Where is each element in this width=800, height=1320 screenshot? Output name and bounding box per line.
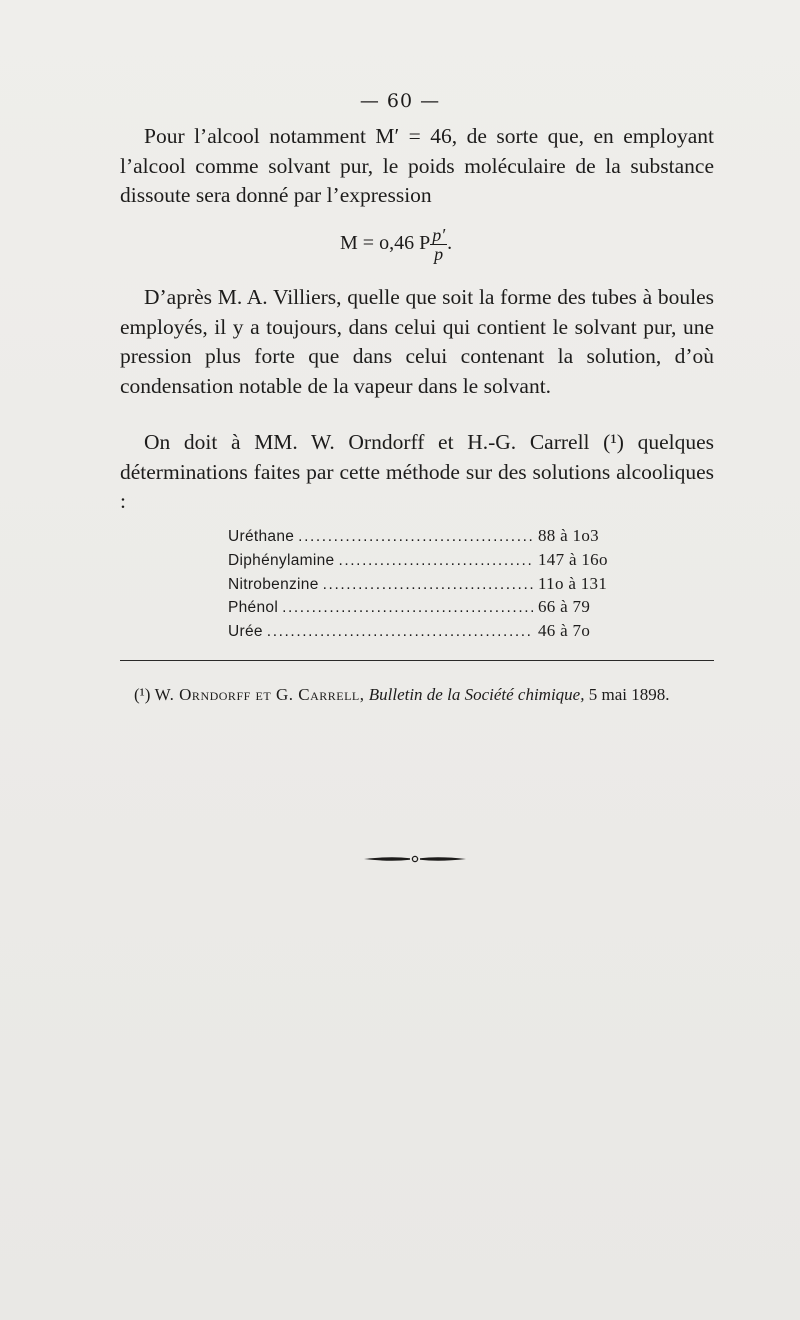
table-row xyxy=(228,596,628,620)
paragraph-1-text: Pour l’alcool notamment M′ = 46, de sorte que, en employant l’alcool comme solvant pur, le poids moléculaire de la substance dissoute sera donné par l’expression xyxy=(120,124,714,207)
molecular-weight-formula xyxy=(340,226,540,263)
leader-dots xyxy=(323,574,534,597)
leader-dots xyxy=(298,526,534,549)
table-row xyxy=(228,525,628,549)
footnote-divider xyxy=(120,660,714,661)
formula-lhs: M = o,46 P xyxy=(340,232,431,255)
substance-value: 46 à 7o xyxy=(538,621,591,641)
formula-end: . xyxy=(447,232,453,255)
substance-value: 147 à 16o xyxy=(538,549,608,569)
paragraph-1 xyxy=(120,122,714,211)
footnote-authors: W. Orndorff et G. Carrell, xyxy=(154,685,365,704)
formula-fraction xyxy=(430,226,447,263)
formula-denominator: p xyxy=(434,244,444,264)
table-row xyxy=(228,573,628,597)
paragraph-3-text: On doit à MM. W. Orndorff et H.-G. Carrell (¹) quelques déterminations faites par cette méthode sur des solutions alcooliques : xyxy=(120,430,714,513)
paragraph-3 xyxy=(120,428,714,517)
substance-value: 11o à 131 xyxy=(538,573,608,593)
table-row xyxy=(228,620,628,644)
leader-dots xyxy=(282,597,534,620)
substance-value: 66 à 79 xyxy=(538,597,591,617)
footnote xyxy=(120,683,714,706)
formula-numerator: p′ xyxy=(432,225,446,245)
table-row xyxy=(228,549,628,573)
substance-name: Urée xyxy=(228,623,263,641)
substance-name: Phénol xyxy=(228,599,279,617)
substance-name: Uréthane xyxy=(228,528,295,545)
end-ornament-icon xyxy=(360,852,470,866)
substance-name: Nitrobenzine xyxy=(228,575,319,593)
paragraph-2-text: D’après M. A. Villiers, quelle que soit la forme des tubes à boules employés, il y a toujours, dans celui qui contient le solvant pur, une pression plus forte que dans celui contenant la solution, d’où condensation notable de la vapeur dans le solvant. xyxy=(120,285,714,398)
footnote-marker: (¹) xyxy=(134,685,151,704)
substance-value: 88 à 1o3 xyxy=(538,526,599,545)
paragraph-2 xyxy=(120,283,714,401)
leader-dots xyxy=(267,621,534,644)
results-table xyxy=(228,525,628,644)
footnote-date: 5 mai 1898. xyxy=(588,685,670,704)
leader-dots xyxy=(338,550,534,573)
page-number: — 60 — xyxy=(359,90,441,112)
footnote-journal: Bulletin de la Société chimique, xyxy=(368,685,585,704)
substance-name: Diphénylamine xyxy=(228,551,335,569)
